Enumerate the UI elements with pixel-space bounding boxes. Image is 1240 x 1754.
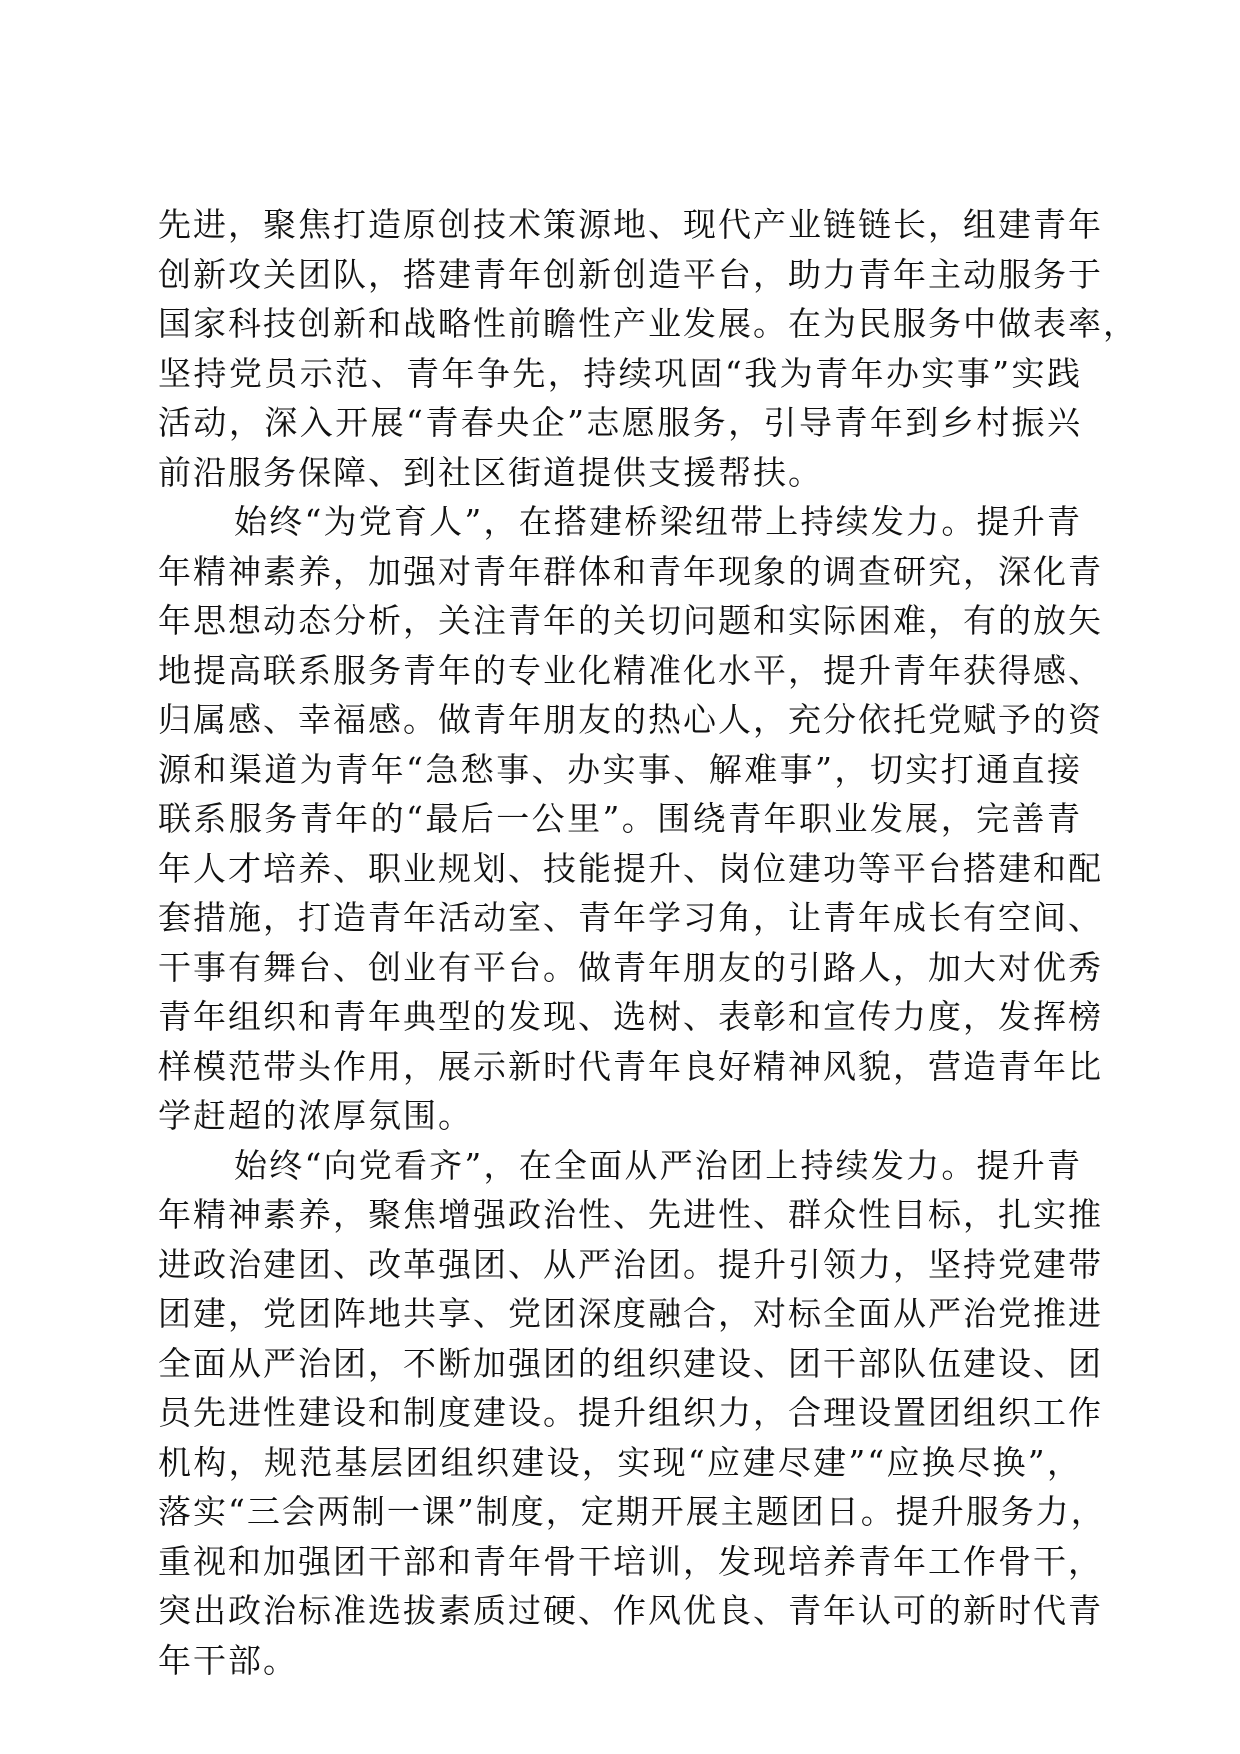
text-line: 始终“向党看齐”，在全面从严治团上持续发力。提升青	[234, 1145, 1082, 1185]
text-line: 源和渠道为青年“急愁事、办实事、解难事”，切实打通直接	[158, 749, 1082, 789]
text-line: 团建，党团阵地共享、党团深度融合，对标全面从严治党推进	[158, 1294, 1103, 1333]
text-line: 重视和加强团干部和青年骨干培训，发现培养青年工作骨干，	[158, 1541, 1103, 1581]
text-line: 活动，深入开展“青春央企”志愿服务，引导青年到乡村振兴	[158, 403, 1082, 442]
text-line: 干事有舞台、创业有平台。做青年朋友的引路人，加大对优秀	[158, 947, 1103, 987]
text-line: 全面从严治团，不断加强团的组织建设、团干部队伍建设、团	[158, 1343, 1103, 1383]
text-line: 始终“为党育人”，在搭建桥梁纽带上持续发力。提升青	[234, 502, 1082, 541]
document-body	[158, 200, 1138, 1685]
text-line: 突出政治标准选拔素质过硬、作风优良、青年认可的新时代青	[158, 1591, 1103, 1630]
text-line: 年干部。	[158, 1640, 298, 1680]
text-line: 进政治建团、改革强团、从严治团。提升引领力，坚持党建带	[158, 1244, 1103, 1284]
text-line: 坚持党员示范、青年争先，持续巩固“我为青年办实事”实践	[158, 353, 1082, 393]
text-line: 前沿服务保障、到社区街道提供支援帮扶。	[158, 452, 823, 492]
paragraph	[158, 1141, 1106, 1686]
text-line: 归属感、幸福感。做青年朋友的热心人，充分依托党赋予的资	[158, 700, 1103, 739]
text-line: 年精神素养，聚焦增强政治性、先进性、群众性目标，扎实推	[158, 1195, 1103, 1234]
text-line: 青年组织和青年典型的发现、选树、表彰和宣传力度，发挥榜	[158, 997, 1103, 1036]
text-line: 年精神素养，加强对青年群体和青年现象的调查研究，深化青	[158, 551, 1103, 591]
text-line: 地提高联系服务青年的专业化精准化水平，提升青年获得感、	[158, 650, 1103, 690]
text-line: 先进，聚焦打造原创技术策源地、现代产业链链长，组建青年	[158, 205, 1103, 244]
text-line: 联系服务青年的“最后一公里”。围绕青年职业发展，完善青	[158, 799, 1082, 838]
text-line: 机构，规范基层团组织建设，实现“应建尽建”“应换尽换”，	[158, 1442, 1082, 1482]
text-line: 套措施，打造青年活动室、青年学习角，让青年成长有空间、	[158, 898, 1103, 937]
paragraph	[158, 200, 1138, 497]
text-line: 国家科技创新和战略性前瞻性产业发展。在为民服务中做表率，	[158, 304, 1138, 343]
text-line: 年思想动态分析，关注青年的关切问题和实际困难，有的放矢	[158, 601, 1103, 640]
text-line: 样模范带头作用，展示新时代青年良好精神风貌，营造青年比	[158, 1046, 1103, 1086]
text-line: 创新攻关团队，搭建青年创新创造平台，助力青年主动服务于	[158, 254, 1103, 294]
text-line: 学赶超的浓厚氛围。	[158, 1096, 473, 1135]
paragraph	[158, 497, 1103, 1141]
text-line: 员先进性建设和制度建设。提升组织力，合理设置团组织工作	[158, 1393, 1103, 1432]
text-line: 落实“三会两制一课”制度，定期开展主题团日。提升服务力，	[158, 1492, 1106, 1531]
text-line: 年人才培养、职业规划、技能提升、岗位建功等平台搭建和配	[158, 848, 1103, 888]
